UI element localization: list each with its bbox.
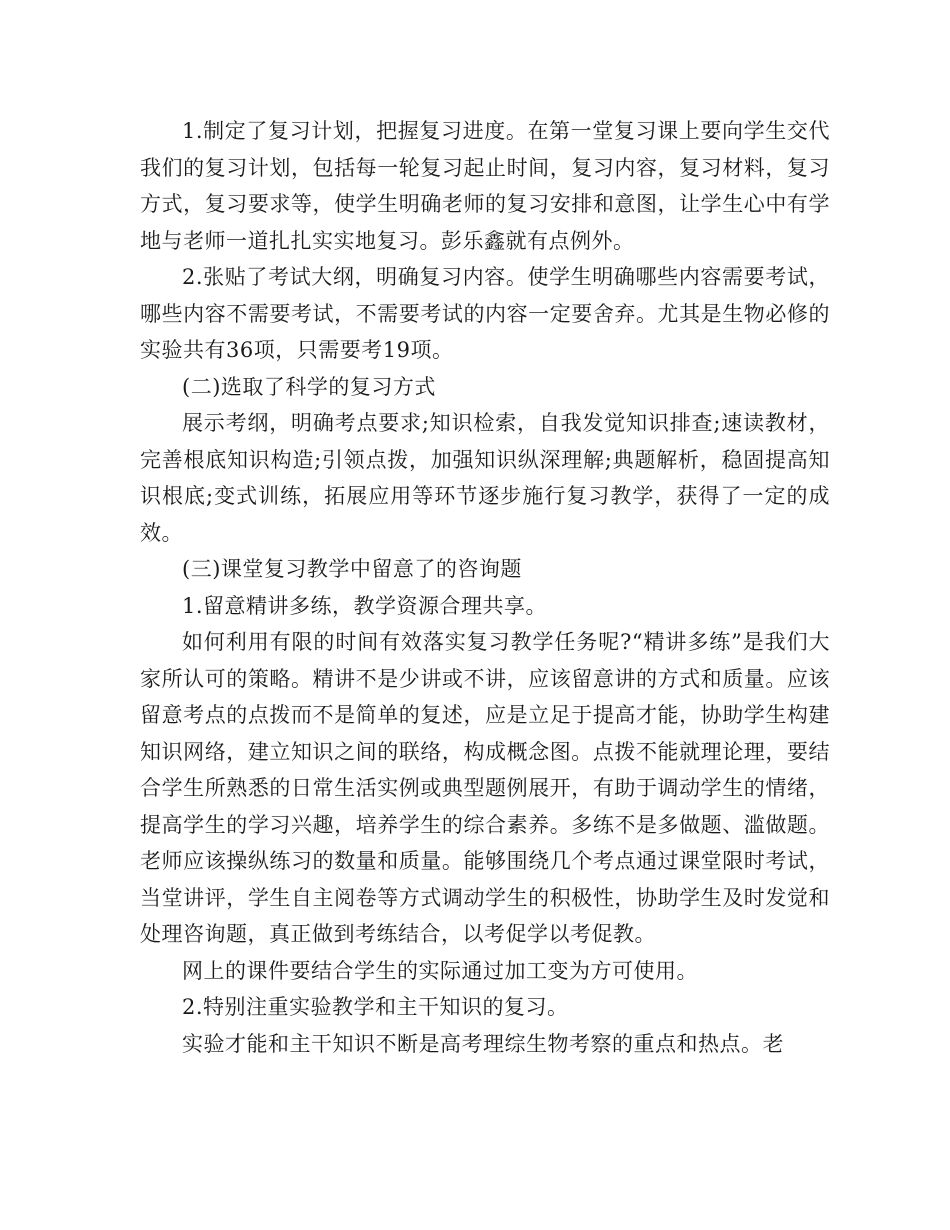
paragraph-practice-strategy: 如何利用有限的时间有效落实复习教学任务呢?“精讲多练”是我们大家所认可的策略。精讲不是少讲或不讲，应该留意讲的方式和质量。应该留意考点的点拨而不是简单的复述，应是立足于提高才能，协助学生构建知识网络，建立知识之间的联络，构成概念图。点拨不能就理论理，要结合学生所熟悉的日常生活实例或典型题例展开，有助于调动学生的情绪，提高学生的学习兴趣，培养学生的综合素养。多练不是多做题、滥做题。老师应该操纵练习的数量和质量。能够围绕几个考点通过课堂限时考试，当堂讲评，学生自主阅卷等方式调动学生的积极性，协助学生及时发觉和处理咨询题，真正做到考练结合，以考促学以考促教。 (140, 630, 830, 946)
document-page (140, 113, 830, 1062)
heading-classroom-issues: (三)课堂复习教学中留意了的咨询题 (182, 557, 522, 581)
heading-review-method: (二)选取了科学的复习方式 (182, 374, 436, 399)
paragraph-review-steps: 展示考纲，明确考点要求;知识检索，自我发觉知识排查;速读教材，完善根底知识构造;引领点拨，加强知识纵深理解;典题解析，稳固提高知识根底;变式训练，拓展应用等环节逐步施行复习教学，获得了一定的成效。 (140, 411, 830, 545)
paragraph-experiments: 实验才能和主干知识不断是高考理综生物考察的重点和热点。老 (182, 1031, 784, 1056)
paragraph-exam-outline: 2.张贴了考试大纲，明确复习内容。使学生明确哪些内容需要考试，哪些内容不需要考试，不需要考试的内容一定要舍弃。尤其是生物必修的实验共有36项，只需要考19项。 (140, 265, 830, 362)
subheading-practice: 1.留意精讲多练，教学资源合理共享。 (182, 593, 548, 618)
paragraph-review-plan: 1.制定了复习计划，把握复习进度。在第一堂复习课上要向学生交代我们的复习计划，包括每一轮复习起止时间，复习内容，复习材料，复习方式，复习要求等，使学生明确老师的复习安排和意图，让学生心中有学地与老师一道扎扎实实地复习。彭乐鑫就有点例外。 (140, 119, 830, 253)
paragraph-online-courseware: 网上的课件要结合学生的实际通过加工变为方可使用。 (182, 958, 698, 983)
subheading-experiments: 2.特别注重实验教学和主干知识的复习。 (182, 995, 569, 1019)
